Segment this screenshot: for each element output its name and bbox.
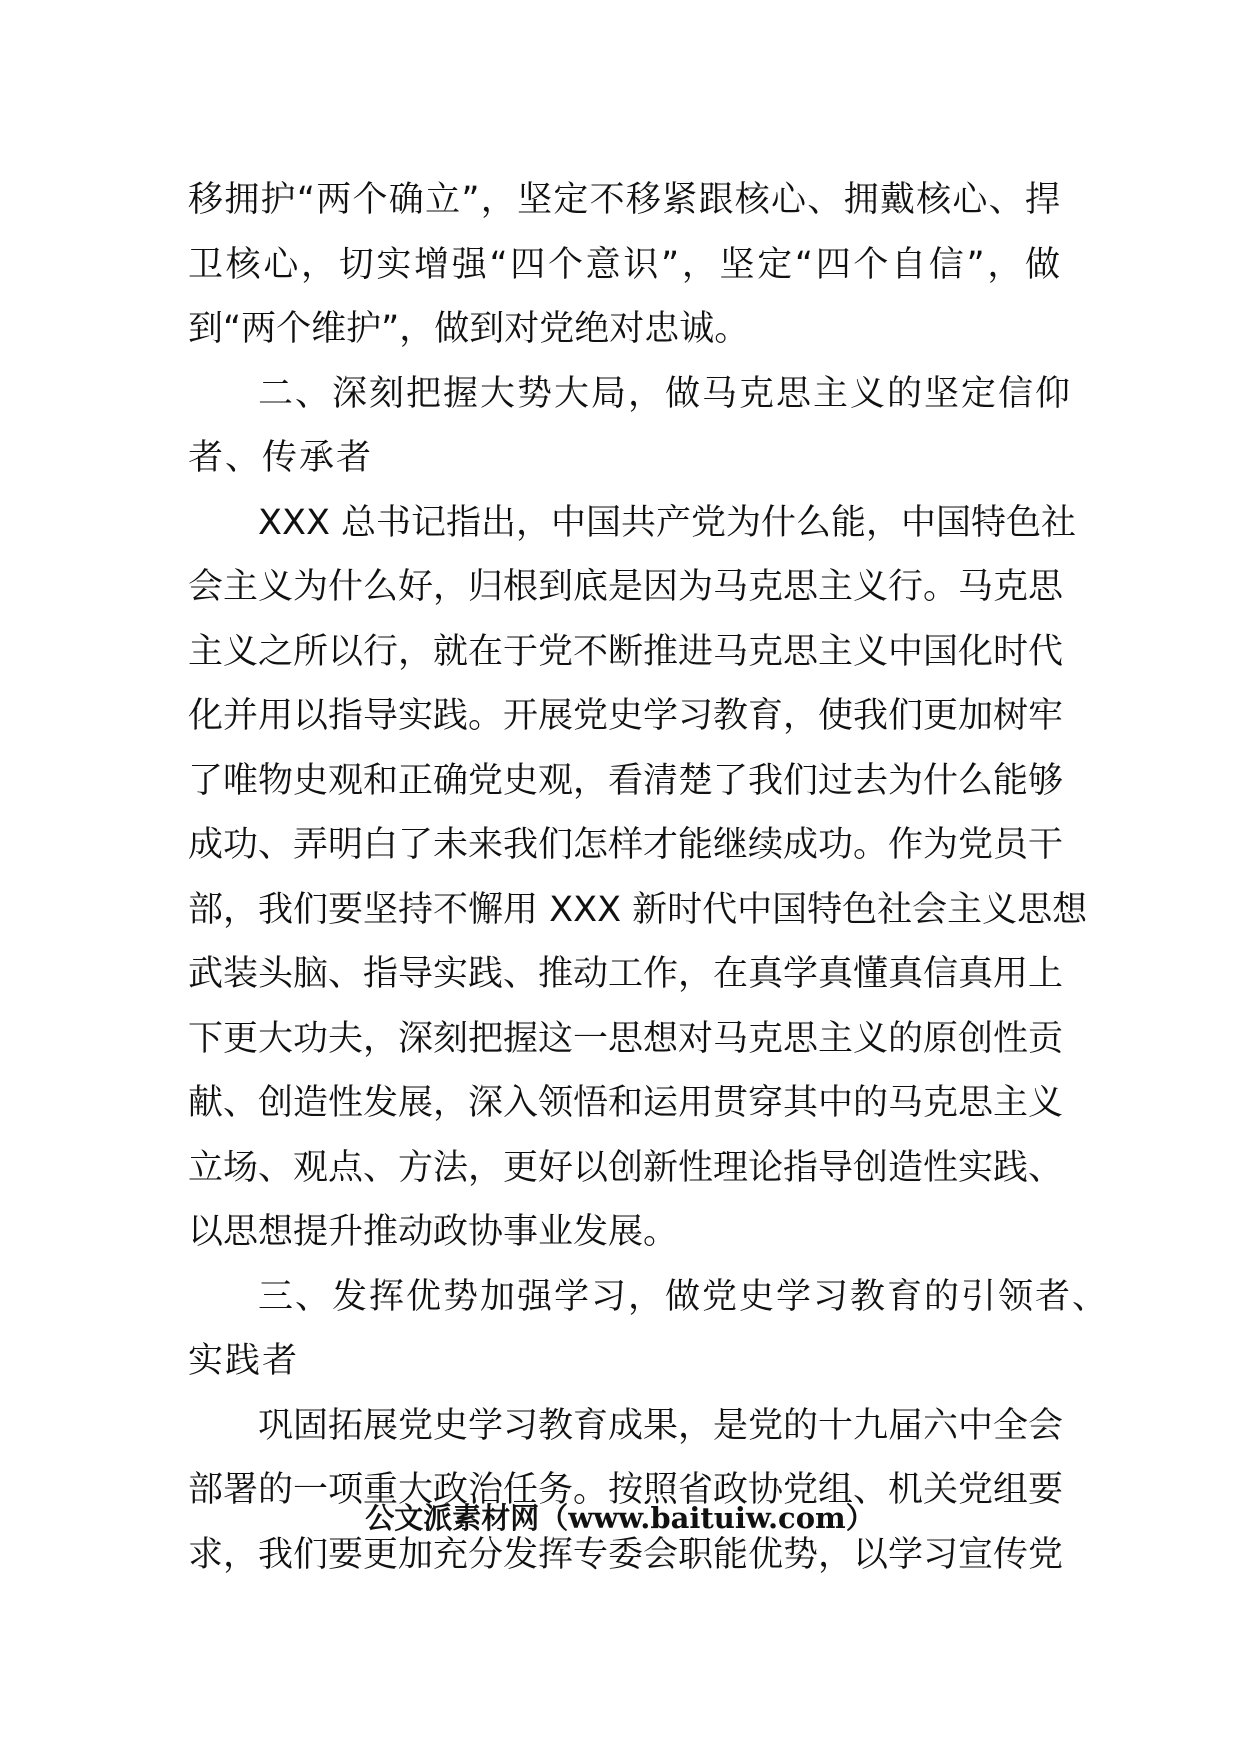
text-line-16: 立场、观点、方法，更好以创新性理论指导创造性实践、: [188, 1147, 1064, 1188]
text-line-8: 主义之所以行，就在于党不断推进马克思主义中国化时代: [188, 631, 1064, 672]
text-line-6: XXX 总书记指出，中国共产党为什么能，中国特色社: [258, 502, 1077, 543]
text-line-7: 会主义为什么好，归根到底是因为马克思主义行。马克思: [188, 567, 1064, 607]
document-body: [188, 168, 1110, 1587]
section-heading-2: 二、深刻把握大势大局，做马克思主义的坚定信仰: [258, 373, 1073, 414]
text-line-21: 部署的一项重大政治任务。按照省政协党组、机关党组要: [188, 1470, 1064, 1510]
text-line-17: 以思想提升推动政协事业发展。: [188, 1212, 679, 1252]
footer-watermark: 公文派素材网（www.baituiw.com）: [365, 1501, 875, 1535]
text-line-1: 移拥护“两个确立”，坚定不移紧跟核心、拥戴核心、捍: [188, 180, 1060, 220]
text-line-15: 献、创造性发展，深入领悟和运用贯穿其中的马克思主义: [188, 1083, 1064, 1123]
text-line-2: 卫核心，切实增强“四个意识”，坚定“四个自信”，做: [188, 244, 1060, 285]
text-line-13: 武装头脑、指导实践、推动工作，在真学真懂真信真用上: [188, 954, 1064, 994]
text-line-11: 成功、弄明白了未来我们怎样才能继续成功。作为党员干: [188, 825, 1064, 865]
section-heading-2-cont: 者、传承者: [188, 438, 374, 478]
text-line-14: 下更大功夫，深刻把握这一思想对马克思主义的原创性贡: [188, 1018, 1064, 1059]
text-line-3: 到“两个维护”，做到对党绝对忠诚。: [188, 309, 750, 349]
text-line-12: 部，我们要坚持不懈用 XXX 新时代中国特色社会主义思想: [188, 889, 1088, 930]
section-heading-3-cont: 实践者: [188, 1341, 300, 1381]
text-line-20: 巩固拓展党史学习教育成果，是党的十九届六中全会: [258, 1405, 1064, 1446]
text-line-9: 化并用以指导实践。开展党史学习教育，使我们更加树牢: [188, 696, 1064, 736]
section-heading-3: 三、发挥优势加强学习，做党史学习教育的引领者、: [258, 1276, 1110, 1317]
text-line-22: 求，我们要更加充分发挥专委会职能优势，以学习宣传党: [188, 1534, 1064, 1575]
text-line-10: 了唯物史观和正确党史观，看清楚了我们过去为什么能够: [188, 760, 1064, 801]
